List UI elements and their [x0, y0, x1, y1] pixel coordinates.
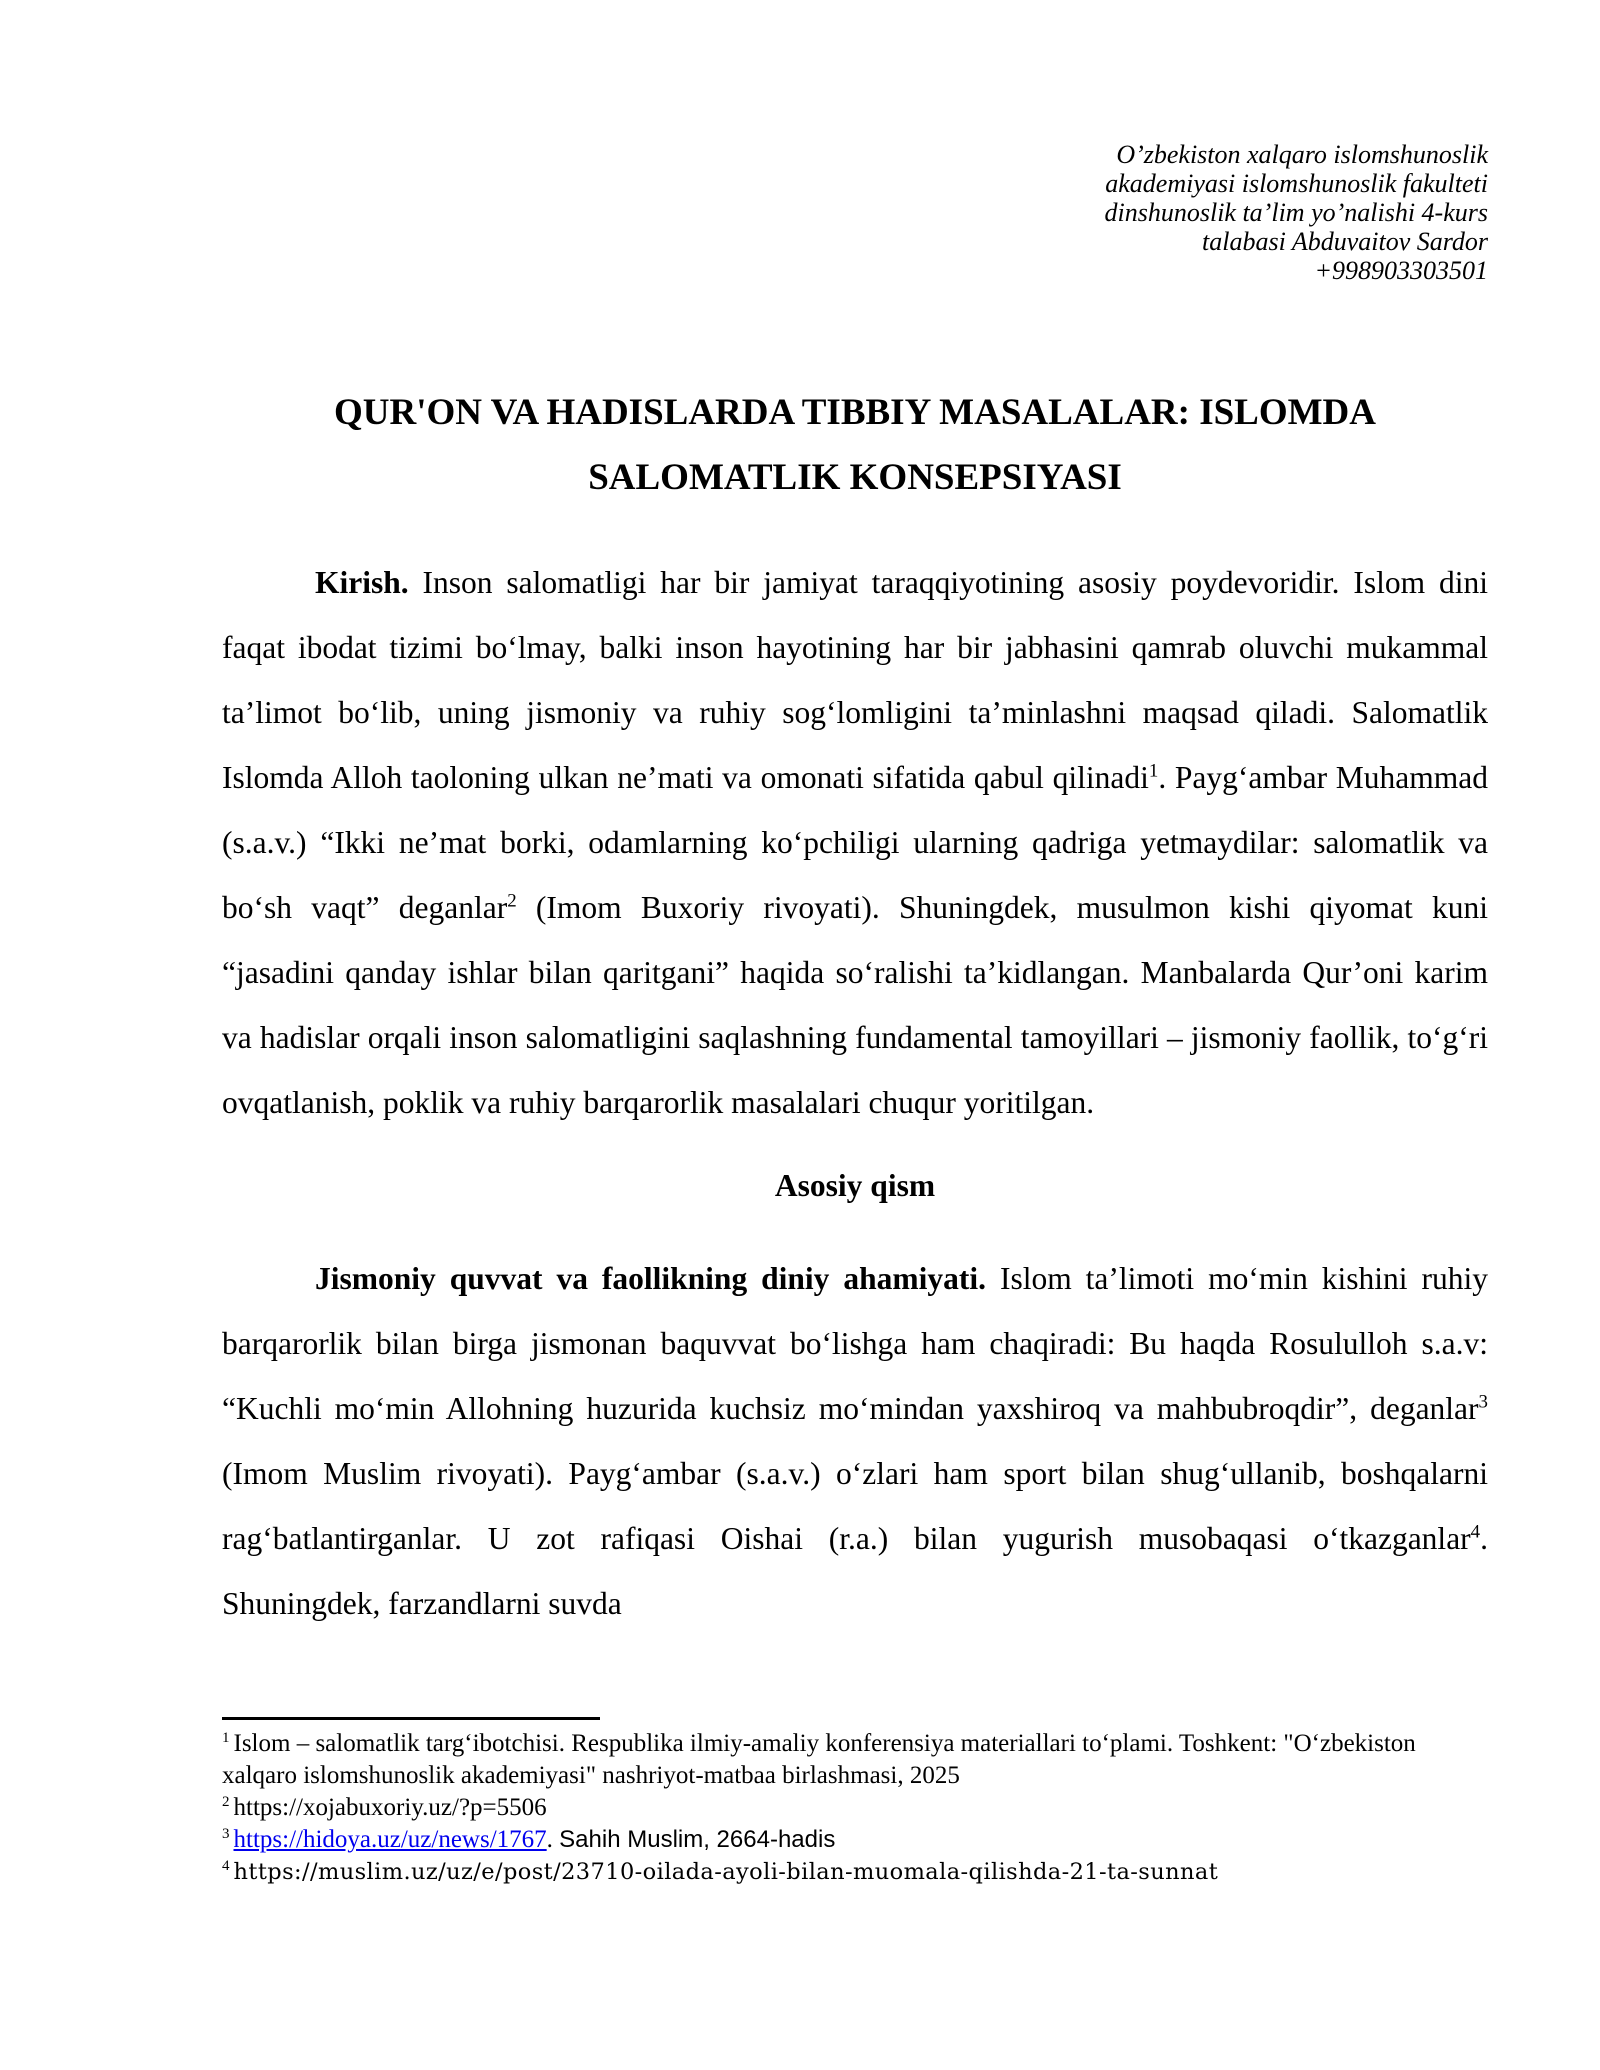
footnote-marker: 1 — [222, 1729, 230, 1746]
byline-line: talabasi Abduvaitov Sardor — [1202, 227, 1488, 256]
footnote-marker: 2 — [222, 1793, 230, 1810]
document-body — [222, 550, 1488, 1636]
footnote-reference: 1 — [1148, 760, 1159, 782]
text-run: (Imom Buxoriy rivoyati). Shuningdek, musulmon kishi qiyomat kuni “jasadini qanday ishlar bilan qaritgani” haqida so‘ralishi ta’kidlangan. Manbalarda Qur’oni karim va hadislar orqali inson salomatligini saqlashning fundamental tamoyillari – jismoniy faollik, to‘g‘ri ovqatlanish, poklik va ruhiy barqarorlik masalalari chuqur yoritilgan. — [222, 890, 1488, 1120]
text-run: Kirish. — [315, 565, 409, 600]
footnote-marker: 4 — [222, 1857, 230, 1874]
footnotes-section — [222, 1717, 1488, 1888]
text-run: (Imom Muslim rivoyati). Payg‘ambar (s.a.v.) o‘zlari ham sport bilan shug‘ullanib, boshqalarni rag‘batlantirganlar. U zot rafiqasi Oishai (r.a.) bilan yugurish musobaqasi o‘tkazganlar — [222, 1456, 1488, 1556]
footnote — [222, 1856, 1488, 1888]
footnote — [222, 1728, 1488, 1792]
footnote-separator — [222, 1717, 600, 1720]
byline-line: akademiyasi islomshunoslik fakulteti — [1105, 169, 1488, 198]
text-run: https://muslim.uz/uz/e/post/23710-oilada-ayoli-bilan-muomala-qilishda-21-ta-sunnat — [233, 1859, 1219, 1885]
footnote-reference: 4 — [1470, 1521, 1481, 1543]
byline-line: dinshunoslik ta’lim yo’nalishi 4-kurs — [1104, 198, 1488, 227]
text-run: Islom – salomatlik targ‘ibotchisi. Respublika ilmiy-amaliy konferensiya materiallari to‘plami. Toshkent: "O‘zbekiston xalqaro islomshunoslik akademiyasi" nashriyot-matbaa birlashmasi, 2025 — [222, 1730, 1416, 1789]
text-run: . — [546, 1826, 560, 1853]
author-byline — [222, 140, 1488, 285]
section-heading-asosiy-qism: Asosiy qism — [774, 1168, 936, 1203]
byline-line: +998903303501 — [1314, 256, 1488, 285]
text-run: Jismoniy quvvat va faollikning diniy ahamiyati. — [315, 1261, 987, 1296]
byline-line: O’zbekiston xalqaro islomshunoslik — [1116, 140, 1488, 169]
footnote-marker: 3 — [222, 1825, 230, 1842]
document-title: QUR'ON VA HADISLARDA TIBBIY MASALALAR: ISLOMDA SALOMATLIK KONSEPSIYASI — [333, 392, 1377, 498]
text-run: https://xojabuxoriy.uz/?p=5506 — [233, 1794, 547, 1821]
footnote — [222, 1824, 1488, 1856]
footnote-reference: 3 — [1478, 1391, 1488, 1413]
footnote-url-link[interactable]: https://hidoya.uz/uz/news/1767 — [233, 1826, 547, 1853]
footnotes-list — [222, 1728, 1488, 1888]
text-run: . Payg‘ambar Muhammad (s.a.v.) “Ikki ne’mat borki, odamlarning ko‘pchiligi ularning qadriga yetmaydilar: salomatlik va bo‘sh vaqt” deganlar — [222, 760, 1489, 925]
text-run: . Shuningdek, farzandlarni suvda — [222, 1521, 1488, 1621]
text-run: Sahih Muslim, 2664-hadis — [559, 1826, 836, 1853]
text-run: Islom ta’limoti mo‘min kishini ruhiy barqarorlik bilan birga jismonan baquvvat bo‘lishga ham chaqiradi: Bu haqda Rosululloh s.a.v: “Kuchli mo‘min Allohning huzurida kuchsiz mo‘mindan yaxshiroq va mahbubroqdir”, deganlar — [222, 1261, 1488, 1426]
paragraph-kirish — [222, 550, 1488, 1135]
footnote — [222, 1792, 1488, 1824]
paragraph-jismoniy-quvvat — [222, 1246, 1488, 1636]
footnote-reference: 2 — [507, 890, 517, 912]
text-run: Inson salomatligi har bir jamiyat taraqqiyotining asosiy poydevoridir. Islom dini faqat ibodat tizimi bo‘lmay, balki inson hayotining har bir jabhasini qamrab oluvchi mukammal ta’limot bo‘lib, uning jismoniy va ruhiy sog‘lomligini ta’minlashni maqsad qiladi. Salomatlik Islomda Alloh taoloning ulkan ne’mati va omonati sifatida qabul qilinadi — [222, 565, 1488, 795]
